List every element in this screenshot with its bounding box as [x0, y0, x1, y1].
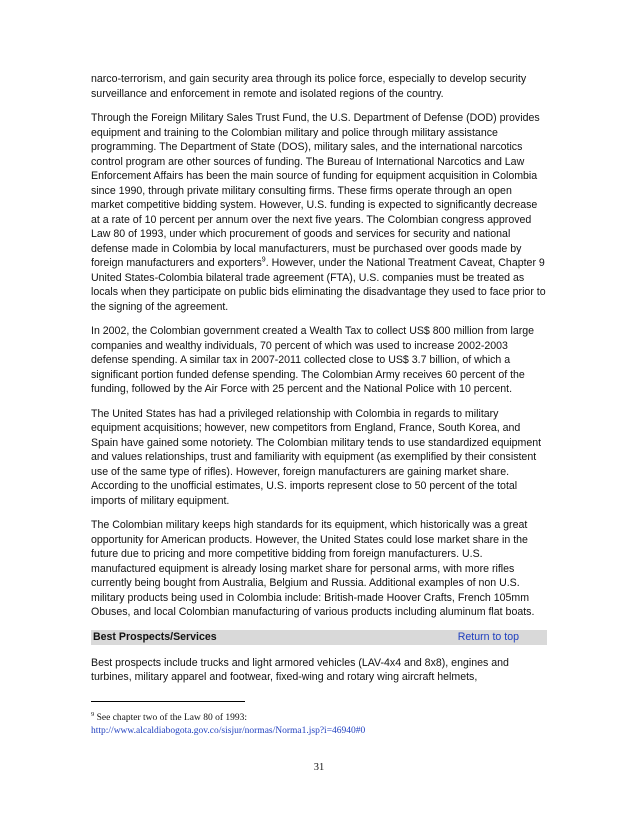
paragraph-2 [91, 111, 547, 314]
paragraph-3: In 2002, the Colombian government created a Wealth Tax to collect US$ 800 million from large companies and wealthy individuals, 70 percent of which was used to increase 2002-2003 defense spending. A similar tax in 2007-2011 collected close to US$ 3.7 billion, of which a significant portion funded defense spending. The Colombian Army receives 60 percent of the funding, followed by the Air Force with 25 percent and the National Police with 10 percent. [91, 325, 535, 395]
section-title: Best Prospects/Services [93, 630, 217, 643]
return-to-top-link[interactable]: Return to top [457, 630, 519, 643]
section-paragraph: Best prospects include trucks and light armored vehicles (LAV-4x4 and 8x8), engines and turbines, military apparel and footwear, fixed-wing and rotary wing aircraft helmets, [91, 656, 509, 683]
page-number: 31 [313, 762, 325, 773]
footnote [91, 712, 547, 738]
page-body [91, 72, 547, 695]
section-header-bar [91, 630, 547, 645]
paragraph-5: The Colombian military keeps high standards for its equipment, which historically was a great opportunity for American products. However, the United States could lose market share in the future due to pricing and more competitive bidding from foreign manufacturers. U.S. manufactured equipment is already losing market share for personal arms, with more rifles currently being bought from Australia, Belgium and Russia. Additional examples of non U.S. military products being used in Colombia include: British-made Hoover Crafts, French 105mm Obuses, and local Colombian manufacturing of various products including aluminum flat boats. [91, 519, 535, 618]
footnote-ref[interactable]: 9 [261, 256, 266, 264]
footnote-divider [91, 701, 245, 702]
paragraph-2-text: Through the Foreign Military Sales Trust Fund, the U.S. Department of Defense (DOD) provides equipment and training to the Colombian military and police through military assistance programming. The Department of State (DOS), military sales, and the international narcotics control program are other sources of funding. The Bureau of International Narcotics and Law Enforcement Affairs has been the main source of funding for equipment acquisition in Colombia since 1990, through private military consulting firms. These firms operate through an open market competitive bidding system. However, U.S. funding is expected to significantly decrease at a rate of 10 percent per annum over the next five years. The Colombian congress approved Law 80 of 1993, under which procurement of goods and services for security and national defense made in Colombia by local manufacturers, must be purchased over goods made by foreign manufacturers and exporters [91, 112, 540, 269]
footnote-number: 9 [91, 710, 95, 718]
footnote-text: See chapter two of the Law 80 of 1993: [94, 713, 247, 723]
paragraph-2-tail: . However, under the National Treatment Caveat, Chapter 9 United States-Colombia bilateral trade agreement (FTA), U.S. companies must be treated as locals when they participate on public bids eliminating the disadvantage they used to face prior to the signing of the agreement. [91, 257, 546, 313]
paragraph-1: narco-terrorism, and gain security area through its police force, especially to develop security surveillance and enforcement in remote and isolated regions of the country. [91, 73, 527, 100]
footnote-url-link[interactable]: http://www.alcaldiabogota.gov.co/sisjur/normas/Norma1.jsp?i=46940#0 [91, 726, 366, 736]
paragraph-4: The United States has had a privileged relationship with Colombia in regards to military equipment acquisitions; however, new competitors from England, France, South Korea, and Spain have gained some notoriety. The Colombian military tends to use standardized equipment and values relationships, trust and familiarity with equipment (as exemplified by their consistent use of the same type of rifles). However, foreign manufacturers are gaining market share. According to the unofficial estimates, U.S. imports represent close to 50 percent of the total imports of military equipment. [91, 407, 542, 507]
